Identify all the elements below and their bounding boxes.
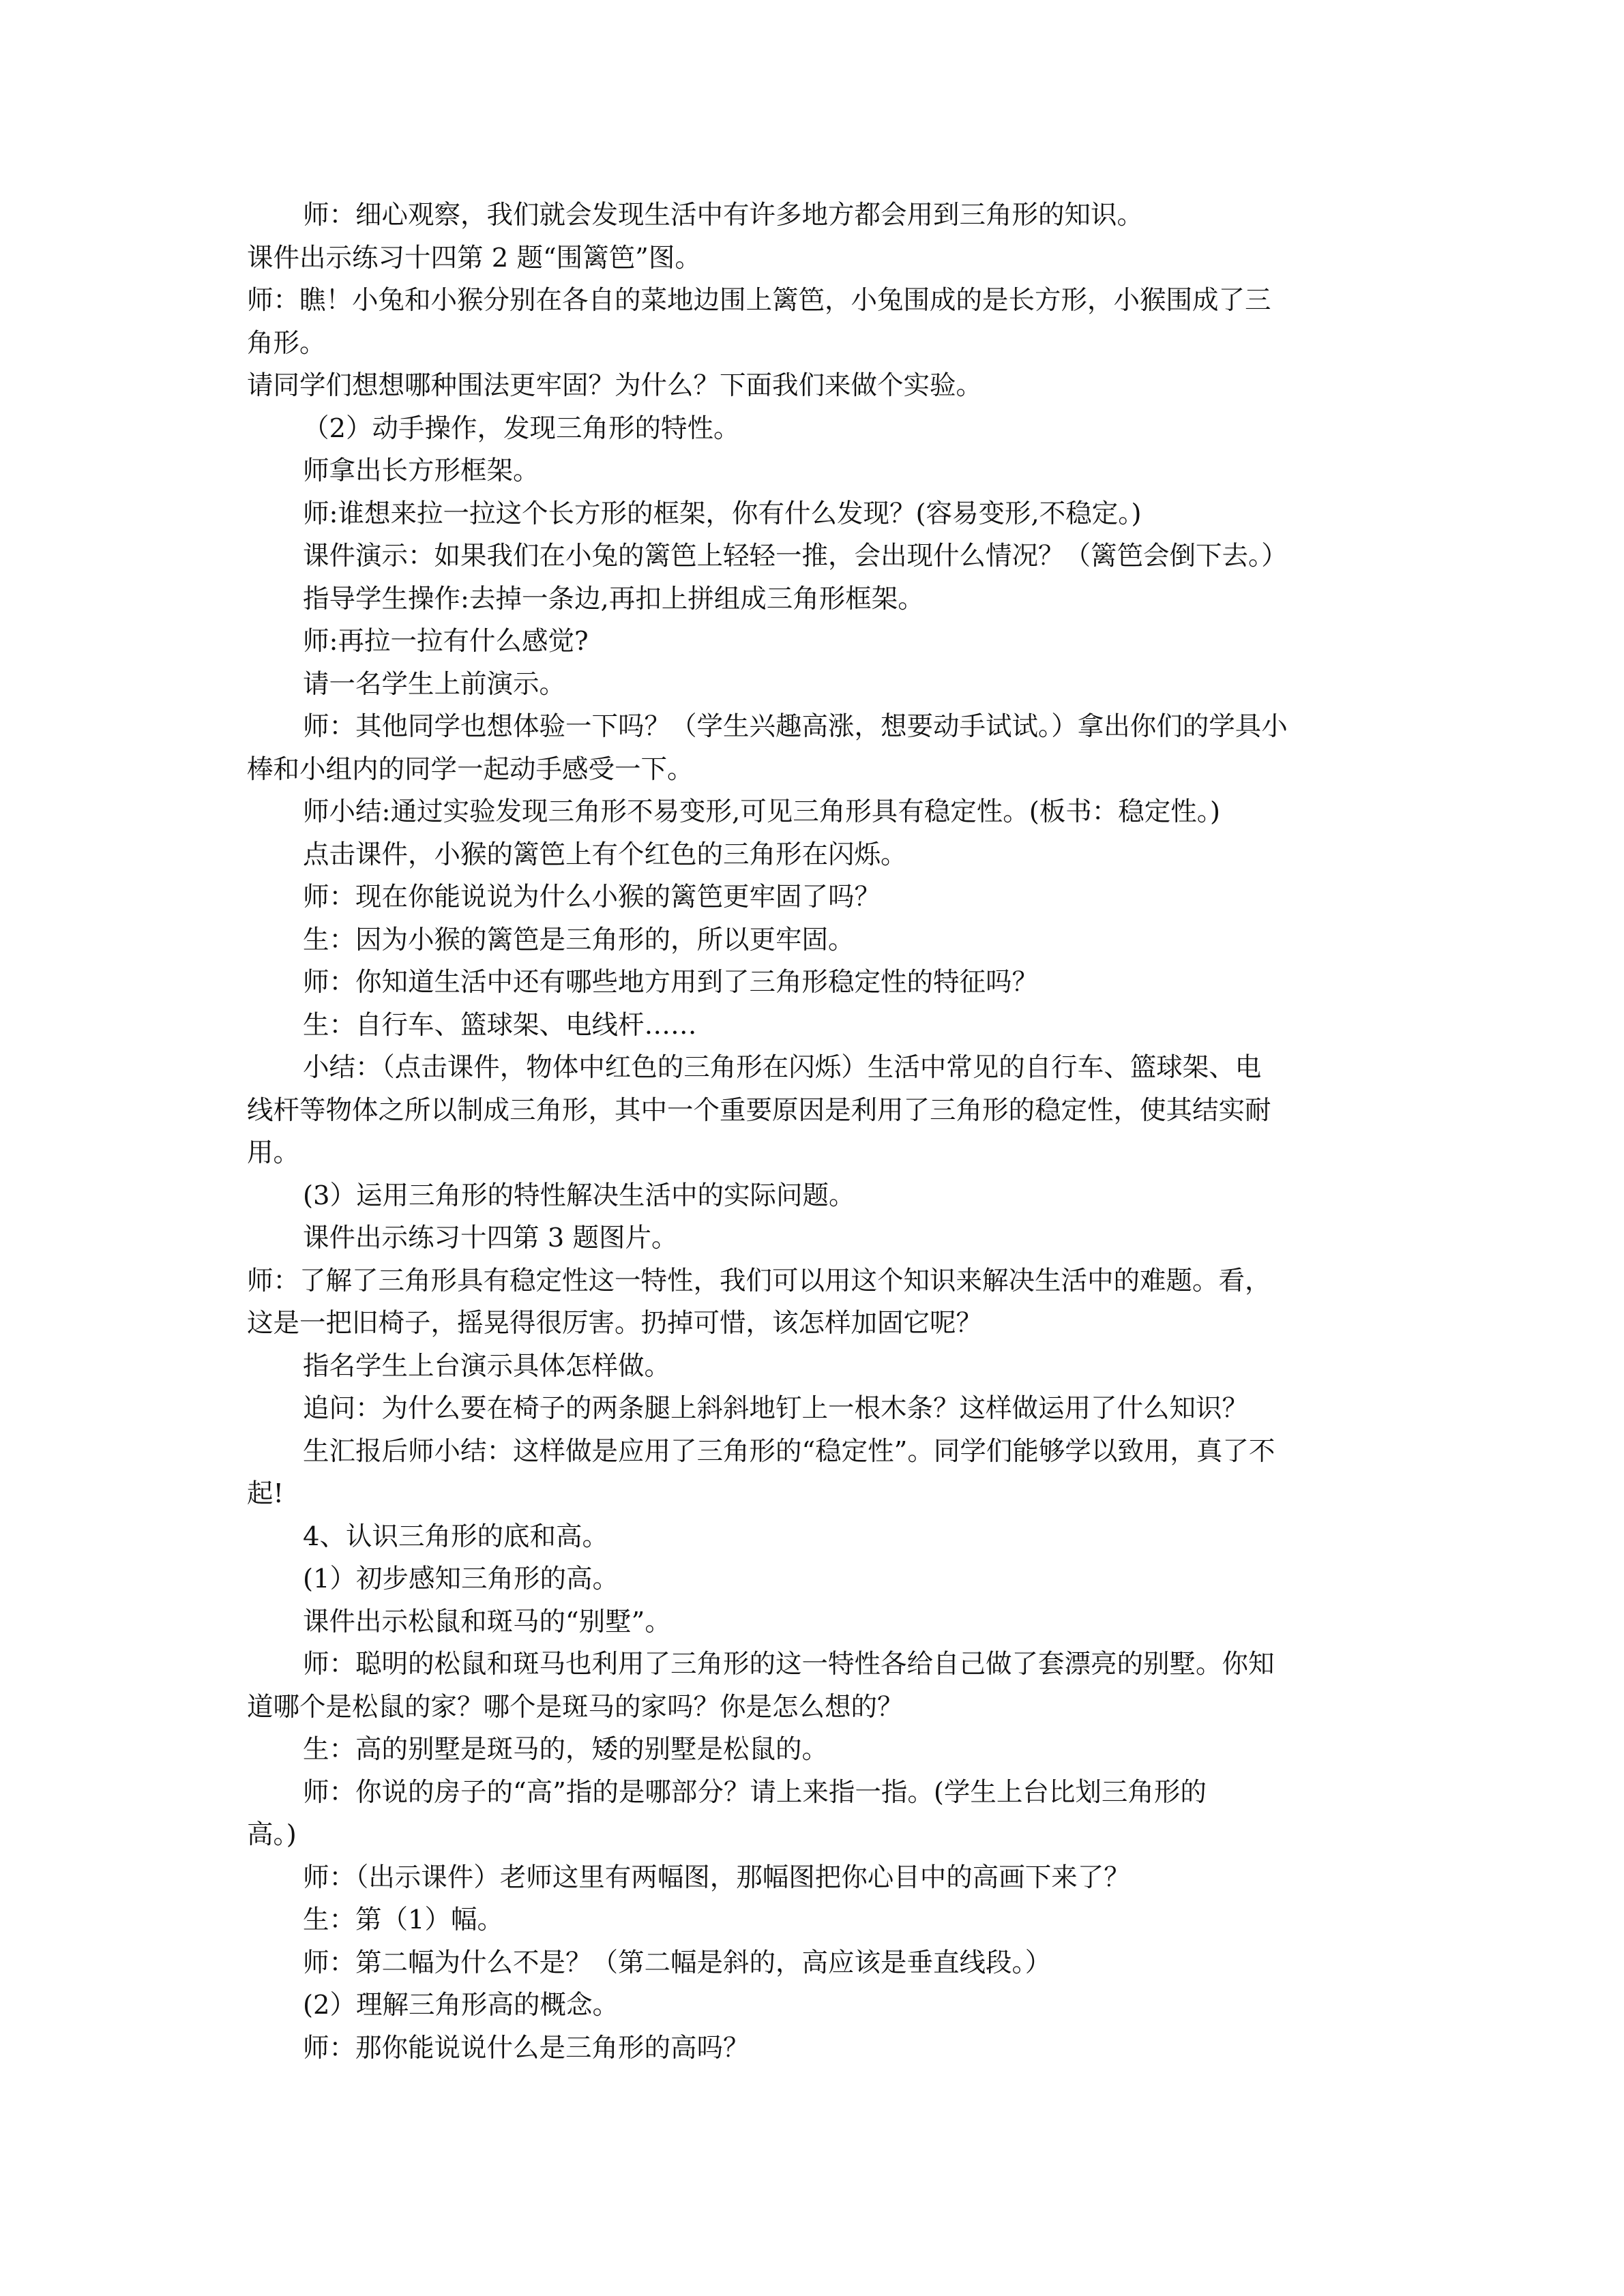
text-line: 课件出示练习十四第 3 题图片。	[303, 1223, 678, 1253]
text-line: 师：聪明的松鼠和斑马也利用了三角形的这一特性各给自己做了套漂亮的别墅。你知	[303, 1649, 1275, 1680]
text-line: 指导学生操作:去掉一条边,再扣上拼组成三角形框架。	[303, 583, 924, 614]
text-line: 高。)	[247, 1819, 297, 1850]
text-line: 师：现在你能说说为什么小猴的篱笆更牢固了吗？	[303, 882, 881, 912]
text-line: 师:再拉一拉有什么感觉?	[303, 626, 589, 657]
text-line: 师:谁想来拉一拉这个长方形的框架，你有什么发现？(容易变形,不稳定。)	[303, 498, 1142, 529]
text-line: 点击课件，小猴的篱笆上有个红色的三角形在闪烁。	[303, 839, 907, 870]
text-line: 起!	[247, 1478, 284, 1509]
text-line: 请同学们想想哪种围法更牢固？为什么？下面我们来做个实验。	[247, 370, 983, 401]
text-line: 师：（出示课件）老师这里有两幅图，那幅图把你心目中的高画下来了？	[303, 1862, 1130, 1893]
text-line: 棒和小组内的同学一起动手感受一下。	[247, 754, 694, 785]
text-line: （2）动手操作，发现三角形的特性。	[303, 413, 740, 444]
text-line: 师：你知道生活中还有哪些地方用到了三角形稳定性的特征吗？	[303, 967, 1039, 998]
text-line: 追问：为什么要在椅子的两条腿上斜斜地钉上一根木条？这样做运用了什么知识？	[303, 1393, 1249, 1424]
text-line: 师：你说的房子的“高”指的是哪部分？请上来指一指。(学生上台比划三角形的	[303, 1776, 1207, 1808]
text-line: 生：自行车、篮球架、电线杆……	[303, 1009, 697, 1041]
text-line: 生汇报后师小结：这样做是应用了三角形的“稳定性”。同学们能够学以致用，真了不	[303, 1435, 1275, 1467]
document-body	[247, 194, 1386, 2070]
text-line: 课件出示松鼠和斑马的“别墅”。	[303, 1606, 671, 1637]
text-line: 线杆等物体之所以制成三角形，其中一个重要原因是利用了三角形的稳定性，使其结实耐	[247, 1094, 1271, 1126]
text-line: 生：因为小猴的篱笆是三角形的，所以更牢固。	[303, 924, 855, 955]
text-line: 这是一把旧椅子，摇晃得很厉害。扔掉可惜，该怎样加固它呢？	[247, 1308, 983, 1339]
text-line: 道哪个是松鼠的家？哪个是斑马的家吗？你是怎么想的？	[247, 1691, 904, 1723]
text-line: 师：其他同学也想体验一下吗？（学生兴趣高涨，想要动手试试。）拿出你们的学具小	[303, 711, 1288, 742]
text-line: 小结：（点击课件，物体中红色的三角形在闪烁）生活中常见的自行车、篮球架、电	[303, 1052, 1262, 1083]
text-line: 师：那你能说说什么是三角形的高吗？	[303, 2032, 750, 2063]
text-line: 课件演示：如果我们在小兔的篱笆上轻轻一推，会出现什么情况？（篱笆会倒下去。）	[303, 541, 1288, 571]
text-line: 指名学生上台演示具体怎样做。	[303, 1350, 671, 1382]
text-line: 师：了解了三角形具有稳定性这一特性，我们可以用这个知识来解决生活中的难题。看，	[247, 1265, 1271, 1296]
text-line: 4、认识三角形的底和高。	[303, 1521, 608, 1552]
text-line: (3）运用三角形的特性解决生活中的实际问题。	[303, 1180, 855, 1211]
text-line: 师拿出长方形框架。	[303, 456, 540, 486]
text-line: 角形。	[247, 327, 326, 359]
text-line: 用。	[247, 1137, 300, 1168]
text-line: 请一名学生上前演示。	[303, 668, 566, 700]
text-line: 师：瞧！小兔和小猴分别在各自的菜地边围上篱笆，小兔围成的是长方形，小猴围成了三	[247, 285, 1271, 316]
text-line: 生：高的别墅是斑马的，矮的别墅是松鼠的。	[303, 1734, 829, 1765]
text-line: 师小结:通过实验发现三角形不易变形,可见三角形具有稳定性。(板书：稳定性。)	[303, 796, 1221, 827]
text-line: (2）理解三角形高的概念。	[303, 1990, 619, 2021]
text-line: 师：细心观察，我们就会发现生活中有许多地方都会用到三角形的知识。	[303, 200, 1144, 230]
text-line: 课件出示练习十四第 2 题“围篱笆”图。	[247, 242, 701, 273]
text-line: 生：第（1）幅。	[303, 1905, 503, 1935]
text-line: (1）初步感知三角形的高。	[303, 1564, 619, 1594]
text-line: 师：第二幅为什么不是？（第二幅是斜的，高应该是垂直线段。）	[303, 1947, 1052, 1978]
